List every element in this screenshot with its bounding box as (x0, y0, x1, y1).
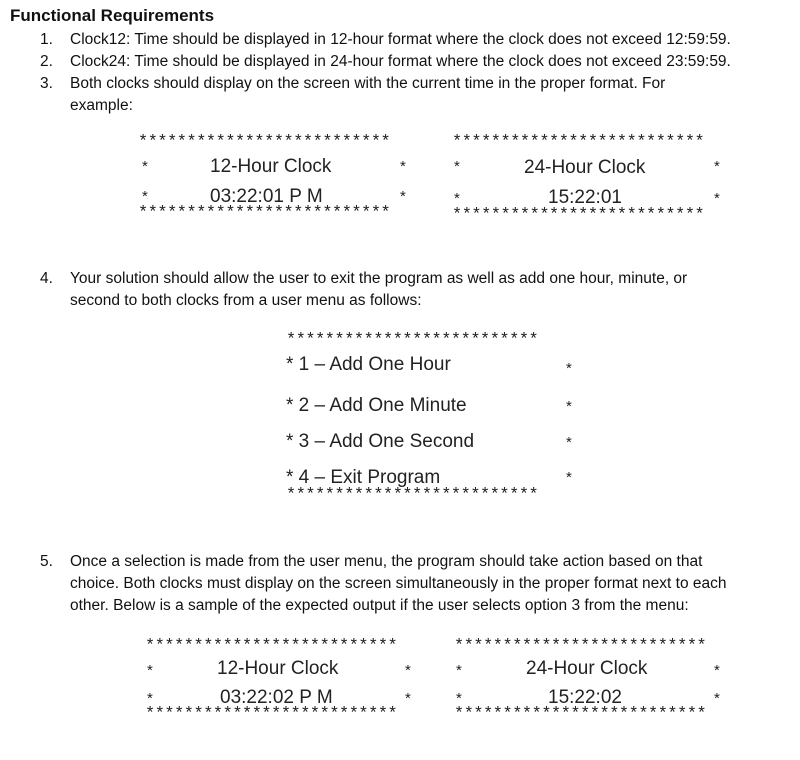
requirement-number: 2. (40, 53, 53, 70)
requirement-text: Your solution should allow the user to exit the program as well as add one hour, minute, or (70, 270, 688, 287)
requirement-text: second to both clocks from a user menu as follows: (70, 292, 422, 309)
border-star: * (142, 158, 148, 175)
clock24-example2 (454, 637, 729, 730)
clock12-title: 12-Hour Clock (217, 658, 339, 679)
menu-item-add-minute: * 2 – Add One Minute (286, 395, 467, 416)
border-star: * (454, 158, 460, 175)
clock24-title: 24-Hour Clock (524, 157, 646, 178)
border-top: ************************** (454, 637, 707, 656)
menu-item-exit: * 4 – Exit Program (286, 467, 441, 488)
requirement-text: other. Below is a sample of the expected output if the user selects option 3 from the menu: (70, 597, 689, 614)
requirement-number: 1. (40, 31, 53, 48)
border-star: * (566, 469, 572, 486)
border-star: * (400, 158, 406, 175)
border-star: * (147, 690, 153, 707)
border-top: ************************** (145, 637, 398, 656)
clock24-time: 15:22:02 (548, 687, 622, 708)
border-bottom: ************************** (286, 486, 539, 505)
menu-item-add-second: * 3 – Add One Second (286, 431, 475, 452)
clock12-title: 12-Hour Clock (210, 156, 332, 177)
border-star: * (566, 398, 572, 415)
section-title: Functional Requirements (10, 6, 215, 25)
border-star: * (714, 190, 720, 207)
border-top: ************************** (138, 133, 391, 152)
clock12-time: 03:22:01 P M (210, 186, 323, 207)
requirement-text: Clock12: Time should be displayed in 12-hour format where the clock does not exceed 12:59:59. (70, 31, 731, 48)
menu-item-add-hour: * 1 – Add One Hour (286, 354, 451, 375)
clock12-example2 (145, 637, 420, 730)
requirement-text: Both clocks should display on the screen with the current time in the proper format. For (70, 75, 666, 92)
border-star: * (142, 188, 148, 205)
border-star: * (400, 188, 406, 205)
requirement-text: example: (70, 97, 133, 114)
border-bottom: ************************** (145, 705, 398, 724)
border-top: ************************** (452, 133, 705, 152)
border-star: * (405, 662, 411, 679)
requirement-text: choice. Both clocks must display on the screen simultaneously in the proper format next to each (70, 575, 727, 592)
clock24-title: 24-Hour Clock (526, 658, 648, 679)
border-bottom: ************************** (452, 206, 705, 225)
border-star: * (456, 662, 462, 679)
border-star: * (566, 360, 572, 377)
border-bottom: ************************** (138, 204, 391, 223)
clock12-example1 (138, 133, 413, 226)
border-star: * (714, 690, 720, 707)
user-menu (286, 331, 581, 509)
requirement-text: Clock24: Time should be displayed in 24-hour format where the clock does not exceed 23:59:59. (70, 53, 731, 70)
requirement-number: 5. (40, 553, 53, 570)
border-star: * (454, 190, 460, 207)
requirement-number: 4. (40, 270, 53, 287)
clock12-time: 03:22:02 P M (220, 687, 333, 708)
border-top: ************************** (286, 331, 539, 350)
clock24-example1 (452, 133, 727, 226)
clock24-time: 15:22:01 (548, 187, 622, 208)
border-star: * (405, 690, 411, 707)
border-star: * (456, 690, 462, 707)
border-star: * (714, 662, 720, 679)
border-star: * (147, 662, 153, 679)
border-star: * (566, 434, 572, 451)
border-star: * (714, 158, 720, 175)
requirement-number: 3. (40, 75, 53, 92)
border-bottom: ************************** (454, 705, 707, 724)
requirement-text: Once a selection is made from the user menu, the program should take action based on that (70, 553, 703, 570)
